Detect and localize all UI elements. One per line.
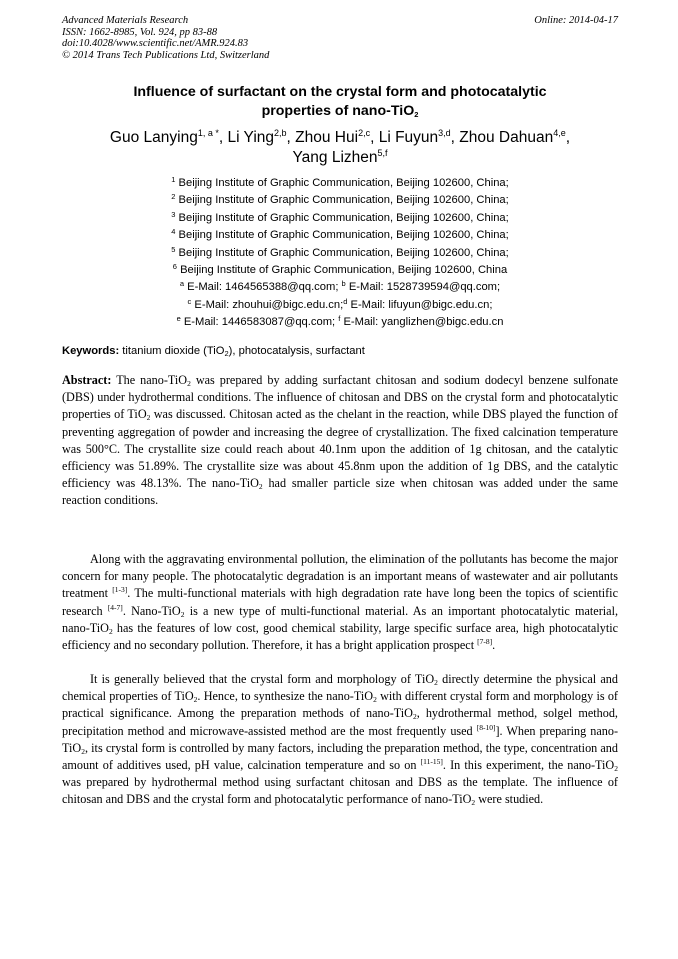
intro-paragraph-1: Along with the aggravating environmental pollution, the elimination of the pollutants has become the major concern for many people. The photocatalytic degradation is an important means of wastewater and air pollutants treatment [1-3]. The multi-functional materials with high degradation rate have long been the topics of scientific research [4-7]. Nano-TiO$_2$ is a new type of multi-functional material. As an important photocatalytic material, nano-TiO$_2$ has the features of low cost, good chemical stability, large specific surface area, high photocatalytic efficiency and no secondary pollution. Therefore, it has a bright application prospect [7-8]. bbox=[62, 552, 619, 653]
email-line: $^a$ E-Mail: 1464565388@qq.com; $^b$ E-Mail: 1528739594@qq.com; bbox=[179, 279, 501, 294]
affiliation-line: $^3$ Beijing Institute of Graphic Communication, Beijing 102600, China; bbox=[171, 209, 509, 224]
online-date: Online: 2014-04-17 bbox=[534, 15, 618, 26]
abstract-label: Abstract: bbox=[62, 373, 112, 387]
citation: [4-7] bbox=[107, 602, 123, 612]
intro-paragraph-2: It is generally believed that the crystal form and morphology of TiO$_2$ directly determine the physical and chemical properties of TiO$_2$. Hence, to synthesize the nano-TiO$_2$ with different crystal form and morphology is of practical significance. Among the preparation methods of nano-TiO$_2$, hydrothermal method, solgel method, precipitation method and microwave-assisted method are the most frequently used [8-10]]. When preparing nano-TiO$_2$, its crystal form is controlled by many factors, including the preparation method, the type, concentration and amount of additives used, pH value, calcination temperature and so on [11-15]. In this experiment, the nano-TiO$_2$ was prepared by hydrothermal method using surfactant chitosan and DBS as the template. The influence of chitosan and DBS and the crystal form and photocatalytic performance of nano-TiO$_2$ were studied. bbox=[62, 672, 618, 808]
paper-title bbox=[62, 83, 618, 120]
title-line-2: properties of nano-TiO$_2$ bbox=[261, 102, 419, 119]
email-line: $^e$ E-Mail: 1446583087@qq.com; $^f$ E-Mail: yanglizhen@bigc.edu.cn bbox=[176, 314, 504, 329]
citation: [8-10] bbox=[476, 722, 496, 732]
citation: [1-3] bbox=[112, 585, 128, 595]
citation: [7-8] bbox=[477, 637, 493, 647]
copyright-line: © 2014 Trans Tech Publications Ltd, Switzerland bbox=[62, 49, 270, 61]
affiliations bbox=[62, 175, 618, 332]
issn-line: ISSN: 1662-8985, Vol. 924, pp 83-88 bbox=[62, 26, 218, 38]
abstract: Abstract: The nano-TiO$_2$ was prepared by adding surfactant chitosan and sodium dodecyl benzene sulfonate (DBS) under hydrothermal conditions. The influence of chitosan and DBS on the crystal form and photocatalytic properties of TiO$_2$ was discussed. Chitosan acted as the chelant in the reaction, while DBS played the function of preventing aggregation of powder and increasing the degree of crystallization. The fixed calcination temperature was 500°C. The crystallite size could reach about 40.1nm upon the addition of 1g chitosan, and the catalytic efficiency was 51.89%. The crystallite size was about 45.8nm upon the addition of 1g DBS, and the catalytic efficiency was 48.13%. The nano-TiO$_2$ had smaller particle size when chitosan was added under the same reaction conditions. bbox=[62, 373, 619, 508]
keywords: Keywords: titanium dioxide (TiO$_2$), photocatalysis, surfactant bbox=[62, 345, 365, 358]
doi-line: doi:10.4028/www.scientific.net/AMR.924.83 bbox=[62, 38, 249, 49]
journal-header bbox=[62, 15, 618, 61]
author: Zhou Dahuan$^{4,e}$, bbox=[459, 128, 571, 146]
affiliation-line: $^1$ Beijing Institute of Graphic Communication, Beijing 102600, China; bbox=[171, 175, 509, 189]
keywords-label: Keywords: bbox=[62, 345, 120, 357]
affiliation-line: $^5$ Beijing Institute of Graphic Communication, Beijing 102600, China; bbox=[171, 244, 509, 259]
author: Li Ying$^{2,b}$, bbox=[227, 128, 296, 146]
affiliation-line: $^6$ Beijing Institute of Graphic Communication, Beijing 102600, China bbox=[172, 262, 508, 277]
author: Zhou Hui$^{2,c}$, bbox=[295, 128, 379, 146]
author: Guo Lanying$^{1, a *}$, bbox=[109, 128, 228, 146]
journal-name: Advanced Materials Research bbox=[62, 15, 189, 26]
email-line: $^c$ E-Mail: zhouhui@bigc.edu.cn;$^d$ E-Mail: lifuyun@bigc.edu.cn; bbox=[187, 296, 493, 311]
author-list bbox=[62, 128, 618, 168]
author: Li Fuyun$^{3,d}$, bbox=[378, 128, 460, 146]
title-line-1: Influence of surfactant on the crystal form and photocatalytic bbox=[133, 84, 547, 100]
citation: [11-15] bbox=[420, 757, 443, 767]
affiliation-line: $^2$ Beijing Institute of Graphic Communication, Beijing 102600, China; bbox=[171, 192, 509, 207]
author: Yang Lizhen$^{5,f}$ bbox=[292, 148, 388, 166]
affiliation-line: $^4$ Beijing Institute of Graphic Communication, Beijing 102600, China; bbox=[171, 227, 509, 242]
